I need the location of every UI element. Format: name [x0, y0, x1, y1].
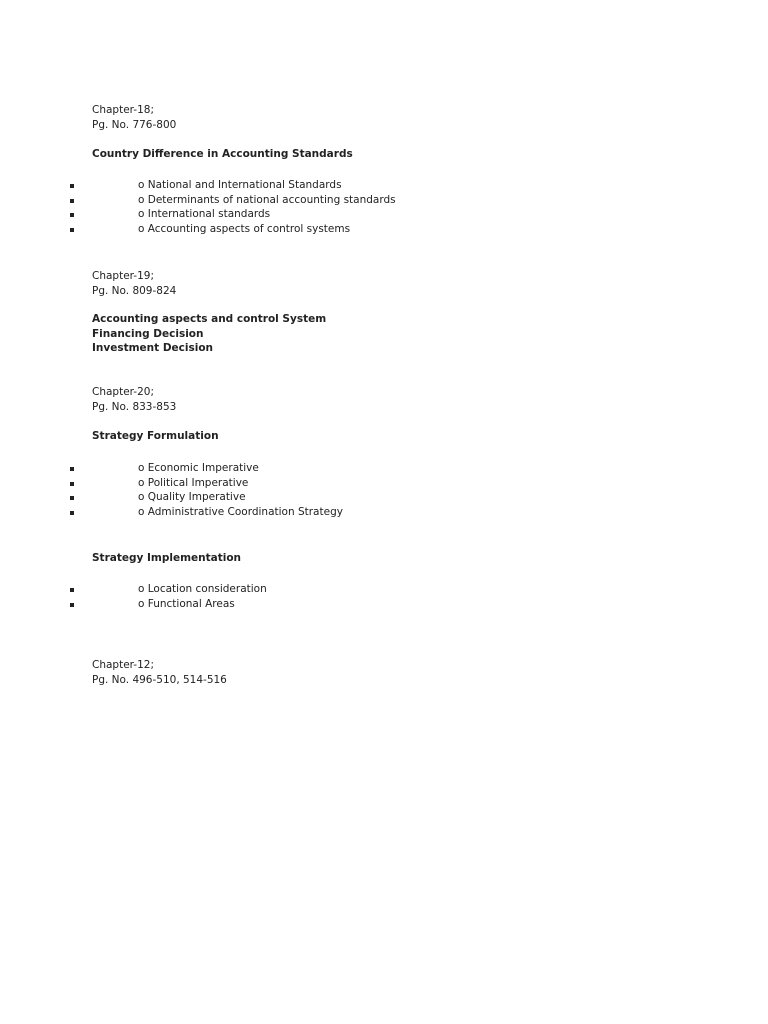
- bullet-square-icon: [70, 511, 74, 515]
- list-item-text: o Determinants of national accounting standards: [138, 193, 396, 206]
- chapter-label: Chapter-12;: [92, 659, 154, 671]
- bullet-square-icon: [70, 588, 74, 592]
- page-range: Pg. No. 496-510, 514-516: [92, 673, 227, 686]
- list-item-text: o International standards: [138, 208, 271, 221]
- bullet-square-icon: [70, 213, 74, 217]
- chapter-label: Chapter-19;: [92, 270, 154, 282]
- page-range: Pg. No. 833-853: [92, 400, 177, 413]
- bullet-square-icon: [70, 228, 74, 232]
- bullet-square-icon: [70, 199, 74, 203]
- list-item-text: o Administrative Coordination Strategy: [138, 506, 343, 519]
- section-heading: Financing Decision: [92, 327, 204, 340]
- section-heading: Strategy Formulation: [92, 430, 219, 442]
- chapter-18-ref: [92, 103, 176, 132]
- list-item-text: o Political Imperative: [138, 476, 249, 489]
- list-item-text: o Quality Imperative: [138, 491, 246, 504]
- section-heading: Investment Decision: [92, 342, 214, 354]
- bullet-square-icon: [70, 603, 74, 607]
- list-item-text: o Accounting aspects of control systems: [138, 223, 351, 236]
- section-heading: Country Difference in Accounting Standards: [92, 148, 353, 160]
- section-heading: Strategy Implementation: [92, 552, 242, 564]
- list-item-text: o National and International Standards: [138, 179, 342, 191]
- list-item-text: o Functional Areas: [138, 597, 235, 610]
- bullet-square-icon: [70, 482, 74, 486]
- list-item-text: o Location consideration: [138, 583, 267, 595]
- bullet-square-icon: [70, 184, 74, 188]
- chapter-label: Chapter-18;: [92, 104, 154, 116]
- section-heading: Accounting aspects and control System: [92, 313, 327, 325]
- chapter-label: Chapter-20;: [92, 386, 154, 398]
- page-range: Pg. No. 776-800: [92, 118, 177, 131]
- section-headings: [92, 312, 326, 356]
- chapter-19-ref: [92, 269, 176, 298]
- bullet-square-icon: [70, 496, 74, 500]
- bullet-square-icon: [70, 467, 74, 471]
- page-range: Pg. No. 809-824: [92, 284, 177, 297]
- chapter-12-ref: [92, 658, 227, 687]
- chapter-20-ref: [92, 385, 176, 414]
- list-item-text: o Economic Imperative: [138, 462, 259, 474]
